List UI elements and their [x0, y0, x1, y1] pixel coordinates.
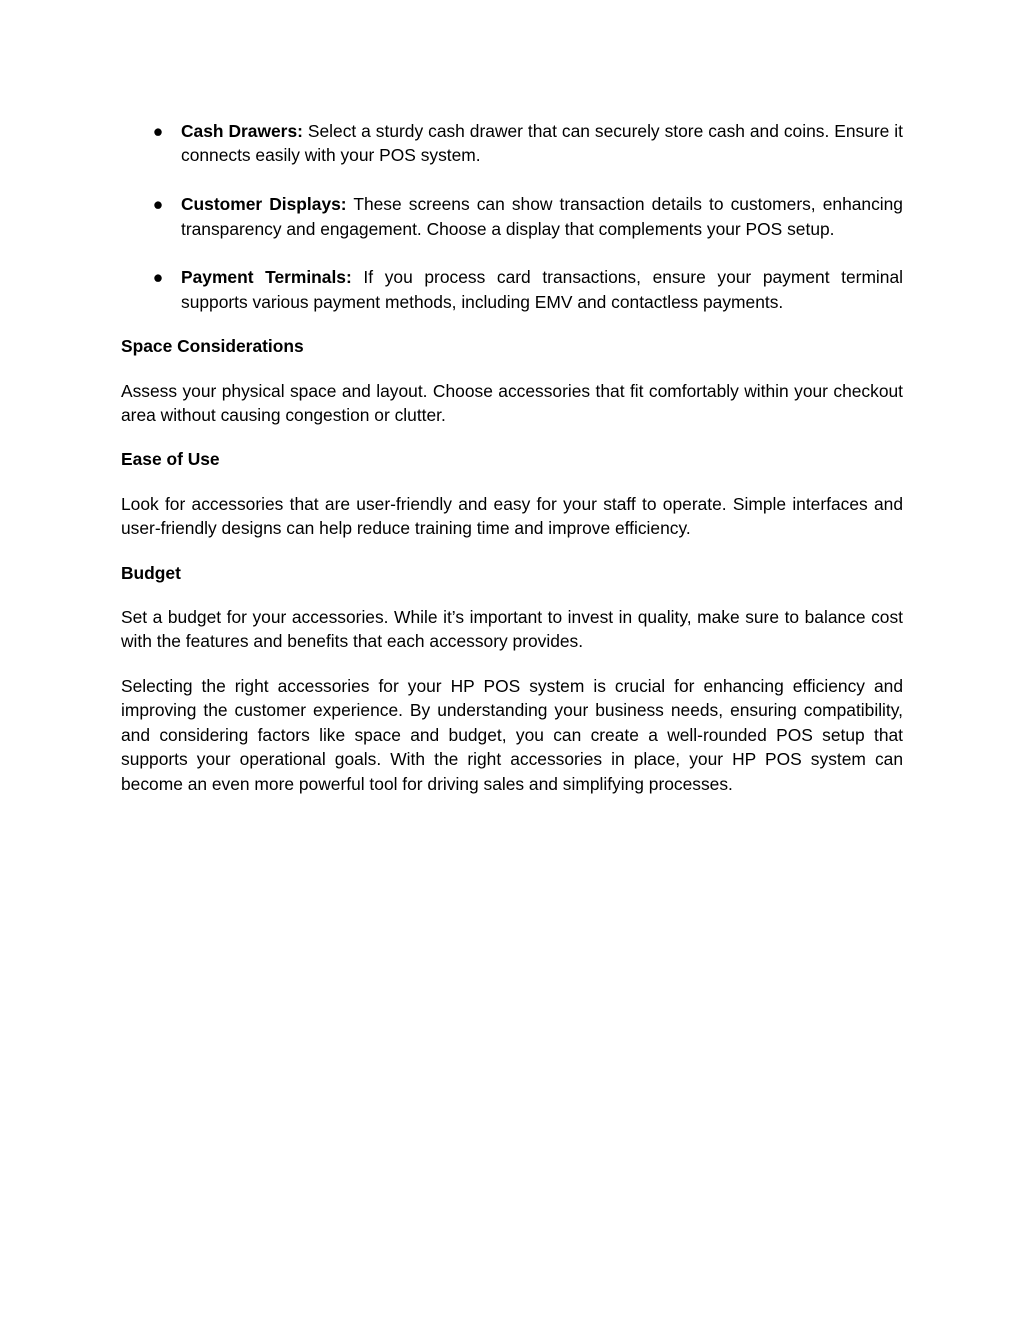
bullet-icon: ● — [152, 121, 164, 141]
bullet-text: Select a sturdy cash drawer that can securely store cash and coins. Ensure it connects easily with your POS system. — [181, 121, 903, 166]
section-heading-space: Space Considerations — [121, 336, 304, 357]
bullet-item-payment-terminals — [121, 265, 903, 314]
accessory-bullet-list — [121, 119, 903, 314]
bullet-label: Customer Displays: — [181, 194, 347, 215]
section-body-budget: Set a budget for your accessories. While it’s important to invest in quality, make sure to balance cost with the features and benefits that each accessory provides. — [121, 607, 903, 652]
bullet-text: If you process card transactions, ensure your payment terminal supports various payment methods, including EMV and contactless payments. — [181, 267, 904, 312]
document-page — [121, 119, 903, 796]
bullet-text: These screens can show transaction details to customers, enhancing transparency and engagement. Choose a display that complements your POS setup. — [181, 194, 903, 239]
bullet-icon: ● — [152, 267, 164, 288]
conclusion-paragraph: Selecting the right accessories for your HP POS system is crucial for enhancing efficiency and improving the customer experience. By understanding your business needs, ensuring compatibility, and considering factors like space and budget, you can create a well-rounded POS setup that supports your operational goals. With the right accessories in place, your HP POS system can become an even more powerful tool for driving sales and simplifying processes. — [121, 675, 903, 794]
bullet-label: Payment Terminals: — [181, 267, 352, 288]
bullet-item-cash-drawers — [121, 119, 903, 168]
section-body-ease-of-use: Look for accessories that are user-friendly and easy for your staff to operate. Simple interfaces and user-friendly designs can help reduce training time and improve efficiency. — [121, 493, 903, 539]
section-heading-budget: Budget — [121, 562, 181, 583]
bullet-icon: ● — [152, 194, 164, 215]
section-body-space: Assess your physical space and layout. Choose accessories that fit comfortably within your checkout area without causing congestion or clutter. — [121, 380, 903, 426]
bullet-label: Cash Drawers: — [181, 121, 303, 141]
bullet-item-customer-displays — [121, 192, 903, 241]
section-heading-ease-of-use: Ease of Use — [121, 449, 220, 470]
